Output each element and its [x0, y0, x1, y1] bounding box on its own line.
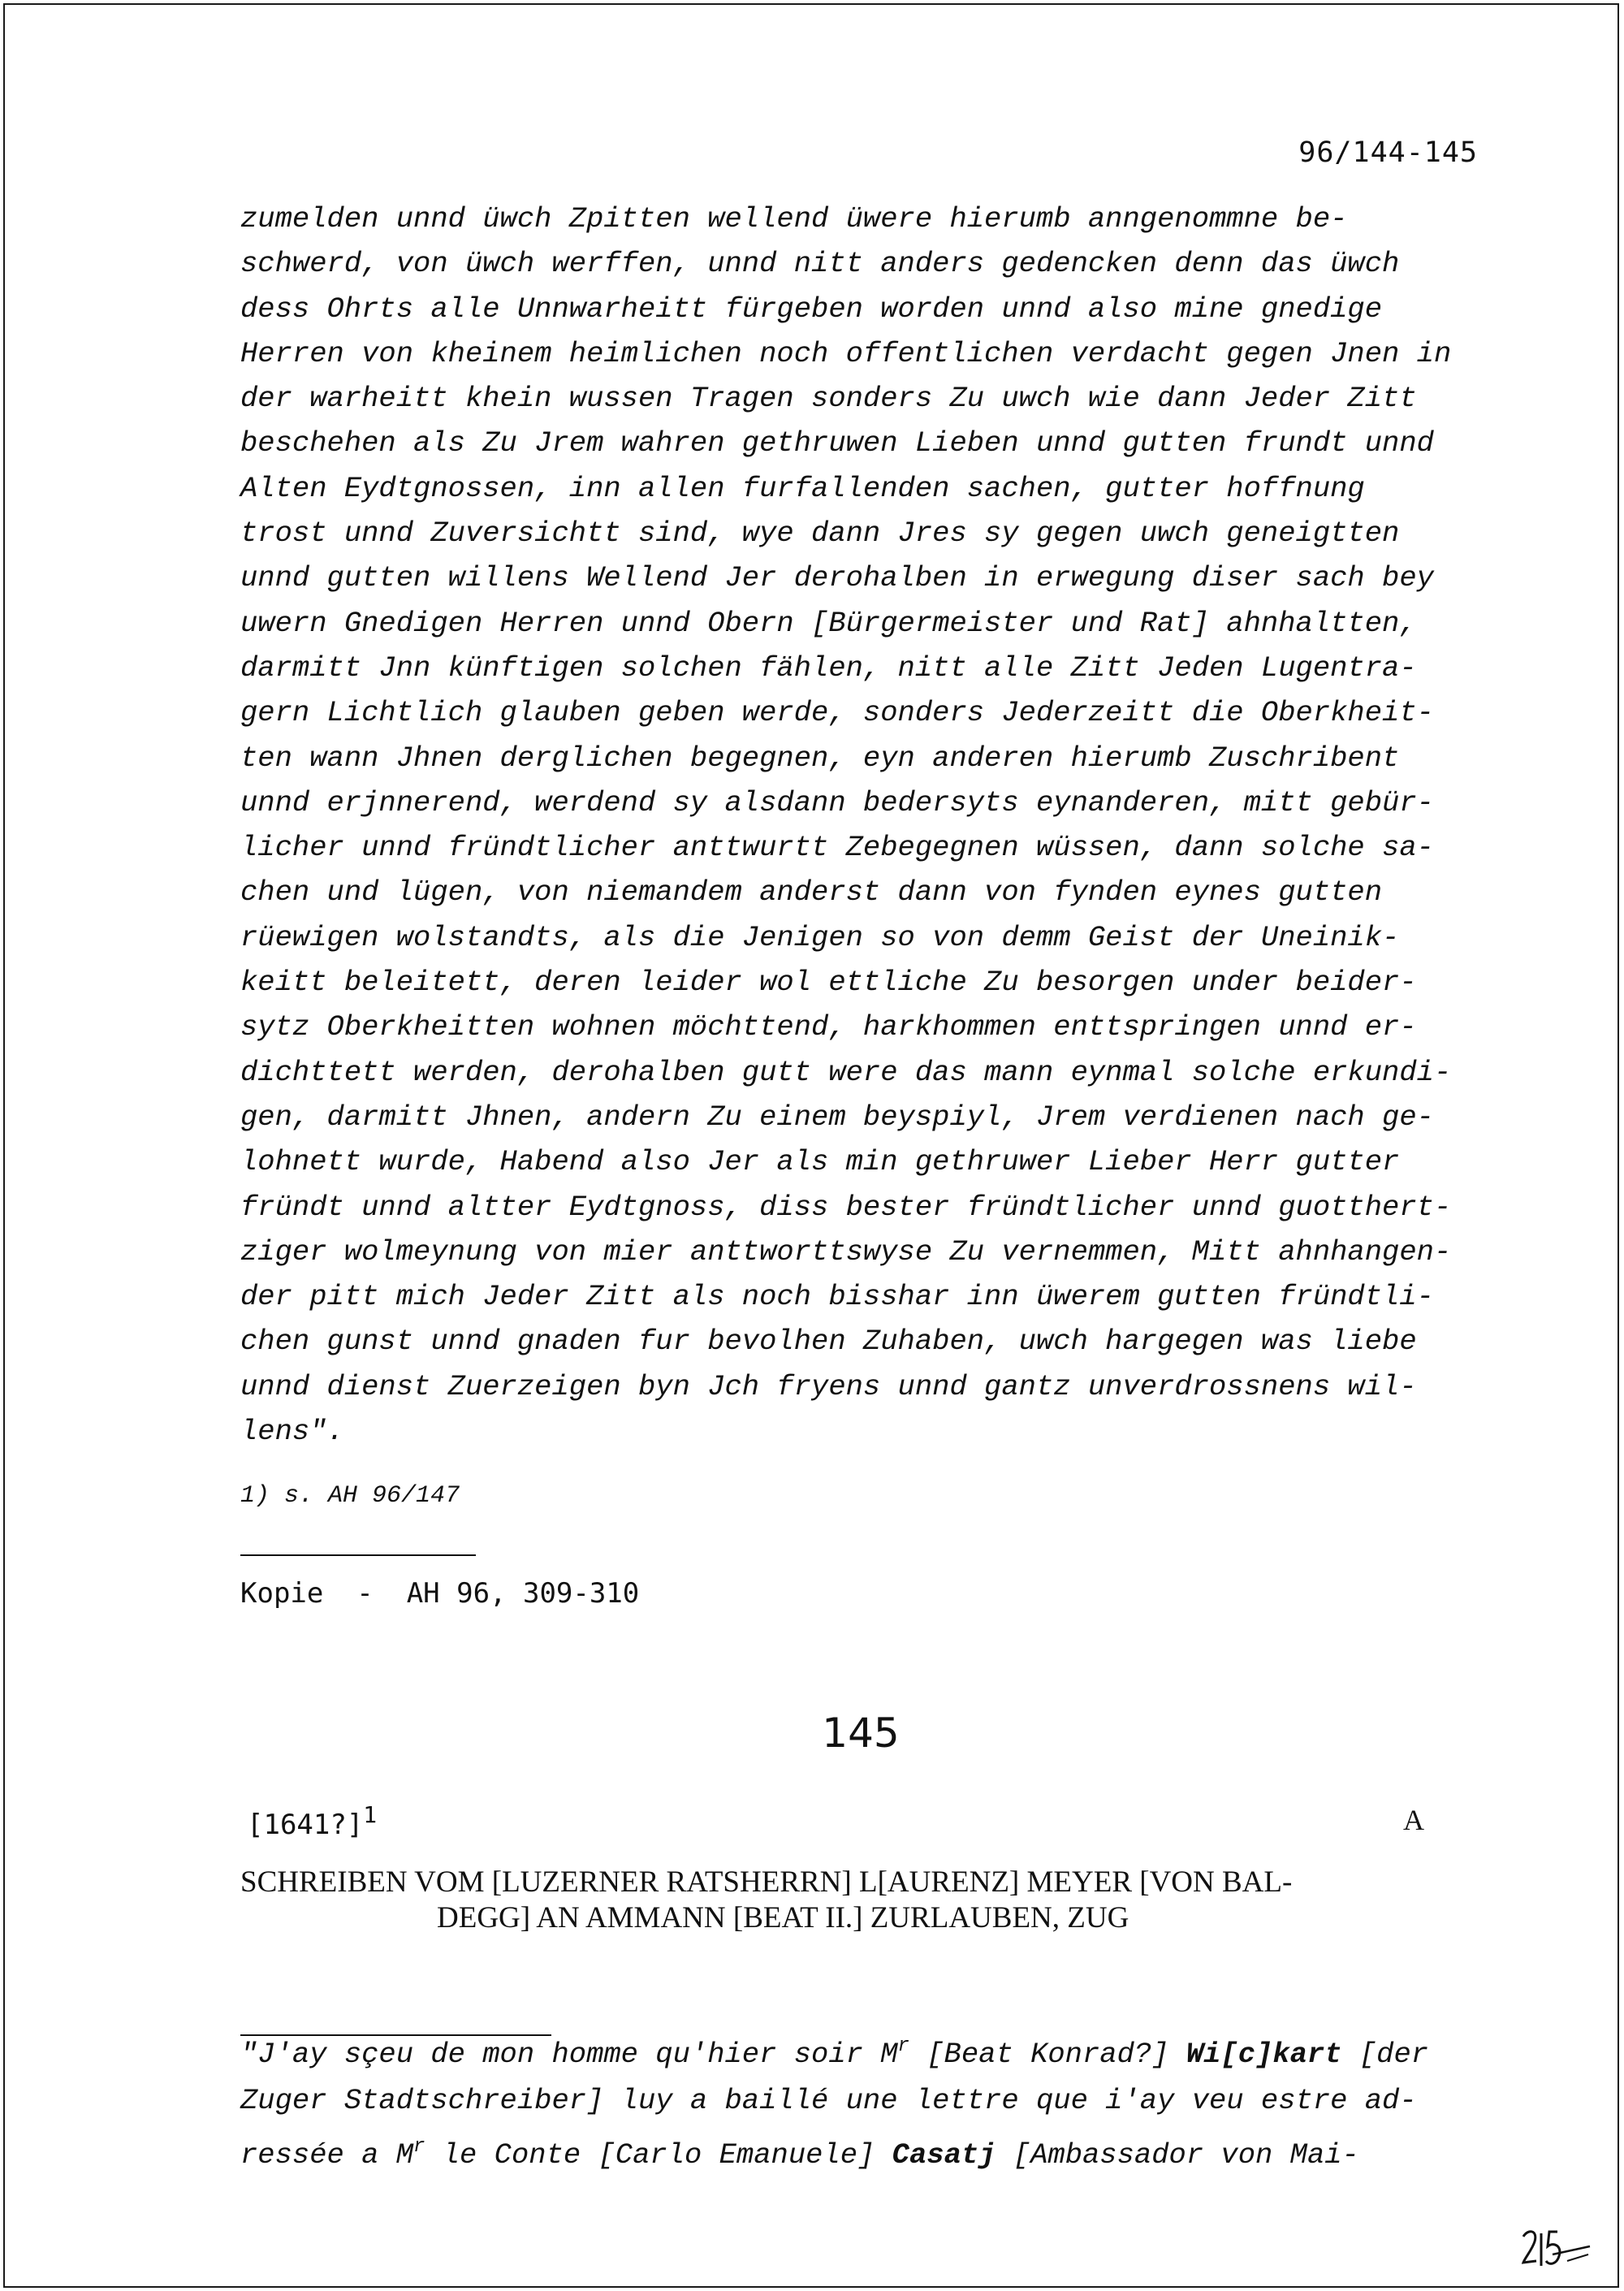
body-line: beschehen als Zu Jrem wahren gethruwen Lieben unnd gutten frundt unnd	[240, 426, 1434, 460]
page-reference: 96/144-145	[1298, 136, 1478, 169]
body-line: rüewigen wolstandts, als die Jenigen so von demm Geist der Uneinik-	[240, 920, 1400, 954]
body-line: lens".	[240, 1415, 344, 1449]
body-line: unnd erjnnerend, werdend sy alsdann bedersyts eynanderen, mitt gebür-	[240, 785, 1434, 819]
body-line: zumelden unnd üwch Zpitten wellend üwere hierumb anngenommne be-	[240, 202, 1348, 236]
copy-reference: Kopie - AH 96, 309-310	[240, 1577, 640, 1610]
document-number: 145	[822, 1710, 900, 1757]
body-line: ten wann Jhnen derglichen begegnen, eyn anderen hierumb Zuschribent	[240, 741, 1400, 775]
superscript: r	[897, 2035, 909, 2057]
quote-line-1	[240, 2023, 1428, 2077]
body-line: lohnett wurde, Habend also Jer als min gethruwer Lieber Herr gutter	[240, 1145, 1400, 1179]
superscript: r	[413, 2136, 425, 2158]
date-text: [1641?]	[247, 1809, 364, 1841]
body-line: licher unnd fründtlicher anttwurtt Zebegegnen wüssen, dann solche sa-	[240, 831, 1434, 865]
heading-line-1: SCHREIBEN VOM [LUZERNER RATSHERRN] L[AURENZ] MEYER [VON BAL-	[240, 1865, 1293, 1899]
document-mark: A	[1403, 1804, 1424, 1836]
body-line: chen gunst unnd gnaden fur bevolhen Zuhaben, uwch hargegen was liebe	[240, 1325, 1417, 1359]
body-line: chen und lügen, von niemandem anderst dann von fynden eynes gutten	[240, 875, 1383, 910]
body-line: ziger wolmeynung von mier anttworttswyse Zu vernemmen, Mitt ahnhangen-	[240, 1234, 1452, 1269]
body-line: trost unnd Zuversichtt sind, wye dann Jres sy gegen uwch geneigtten	[240, 517, 1400, 551]
body-line: gern Lichtlich glauben geben werde, sonders Jederzeitt die Oberkheit-	[240, 696, 1434, 730]
quote-name-bold: Wi[c]kart	[1186, 2038, 1342, 2071]
body-line: dess Ohrts alle Unnwarheitt fürgeben worden unnd also mine gnedige	[240, 292, 1383, 326]
body-line: uwern Gnedigen Herren unnd Obern [Bürgermeister und Rat] ahnhaltten,	[240, 606, 1417, 640]
date-footnote-marker: 1	[363, 1801, 378, 1828]
quote-line-3	[240, 2124, 1428, 2178]
letter-body	[240, 197, 1507, 1454]
quote-text: [Ambassador von Mai-	[996, 2138, 1359, 2172]
quote-text: ressée a M	[240, 2138, 414, 2172]
body-line: darmitt Jnn künftigen solchen fählen, nitt alle Zitt Jeden Lugentra-	[240, 651, 1417, 685]
body-line: dichttett werden, derohalben gutt were das mann eynmal solche erkundi-	[240, 1055, 1452, 1089]
body-line: unnd dienst Zuerzeigen byn Jch fryens unnd gantz unverdrossnens wil-	[240, 1369, 1417, 1403]
body-line: gen, darmitt Jhnen, andern Zu einem beyspiyl, Jrem verdienen nach ge-	[240, 1100, 1434, 1134]
body-line: keitt beleitett, deren leider wol ettliche Zu besorgen under beider-	[240, 966, 1417, 1000]
body-line: unnd gutten willens Wellend Jer derohalben in erwegung diser sach bey	[240, 561, 1434, 595]
document-heading	[240, 1865, 1458, 1936]
body-line: der pitt mich Jeder Zitt als noch bisshar inn üwerem gutten fründtli-	[240, 1280, 1434, 1314]
quote-text: "J'ay sçeu de mon homme qu'hier soir M	[240, 2038, 898, 2071]
divider-rule	[240, 1554, 476, 1556]
quote-text: [Beat Konrad?]	[909, 2038, 1186, 2071]
body-line: sytz Oberkheitten wohnen möchttend, harkhommen enttspringen unnd er-	[240, 1010, 1417, 1044]
footnote: 1) s. AH 96/147	[240, 1482, 460, 1510]
quote-block	[240, 2023, 1428, 2178]
body-line: fründt unnd altter Eydtgnoss, diss bester fründtlicher unnd guotthert-	[240, 1190, 1452, 1224]
body-line: Alten Eydtgnossen, inn allen furfallenden sachen, gutter hoffnung	[240, 471, 1365, 505]
heading-line-2: DEGG] AN AMMANN [BEAT II.] ZURLAUBEN, ZUG	[437, 1901, 1129, 1934]
body-line: der warheitt khein wussen Tragen sonders Zu uwch wie dann Jeder Zitt	[240, 382, 1417, 416]
body-line: schwerd, von üwch werffen, unnd nitt anders gedencken denn das üwch	[240, 247, 1400, 281]
quote-text: [der	[1341, 2038, 1429, 2071]
quote-line-2: Zuger Stadtschreiber] luy a baillé une lettre que i'ay veu estre ad-	[240, 2084, 1417, 2117]
handwritten-page-number	[1520, 2225, 1593, 2274]
quote-name-bold: Casatj	[892, 2138, 996, 2172]
document-date	[247, 1801, 377, 1841]
body-line: Herren von kheinem heimlichen noch offentlichen verdacht gegen Jnen in	[240, 336, 1452, 370]
quote-text: le Conte [Carlo Emanuele]	[425, 2138, 892, 2172]
